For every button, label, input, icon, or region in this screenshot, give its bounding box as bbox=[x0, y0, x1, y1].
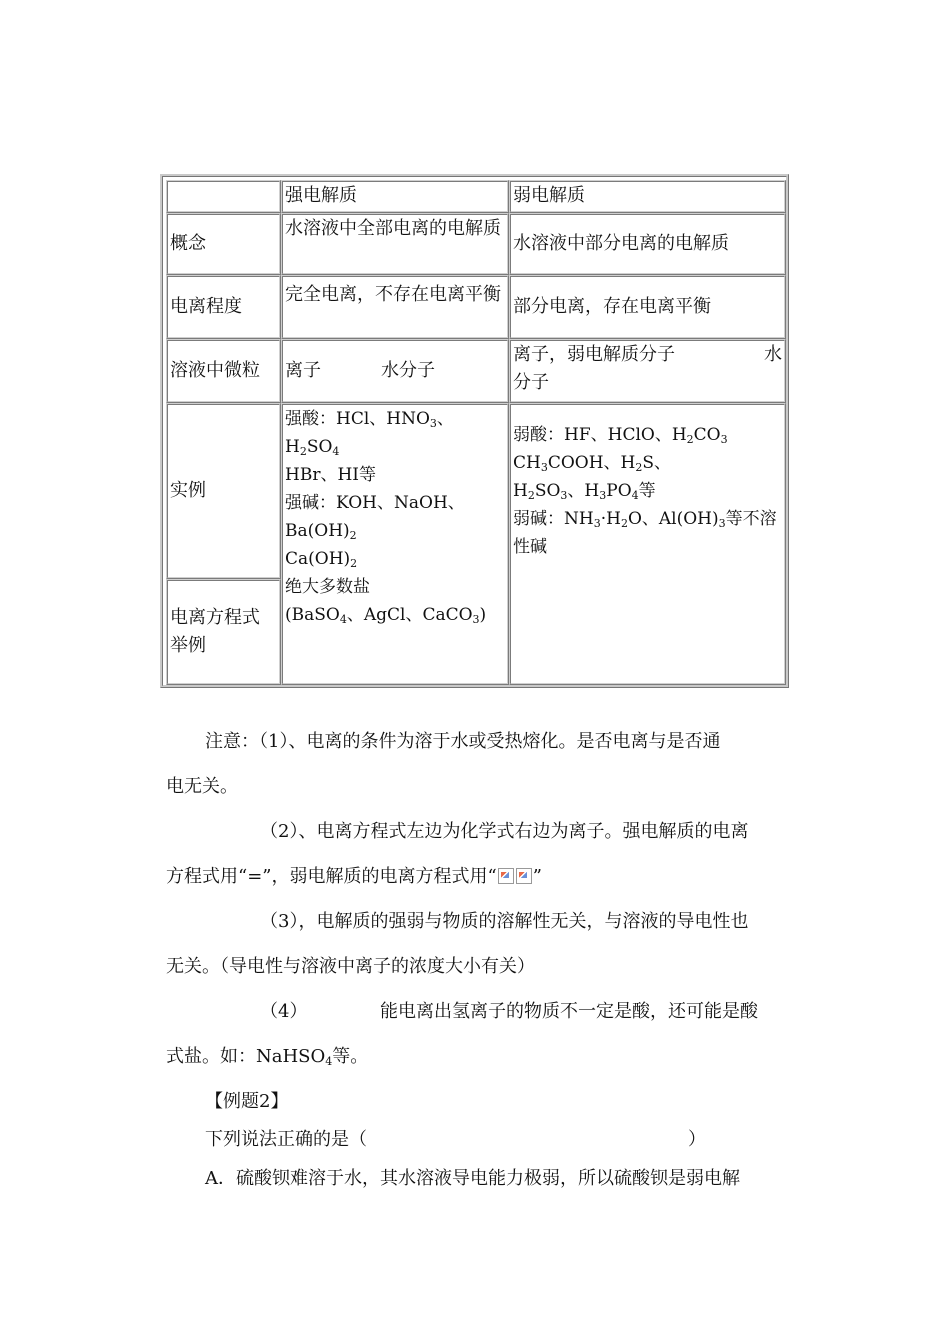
note-4-line-1: 能电离出氢离子的物质不一定是酸，还可能是酸 bbox=[380, 1001, 758, 1022]
placeholder-box-icon bbox=[516, 868, 532, 884]
row-label-examples: 实例 bbox=[166, 403, 281, 579]
note-3-line-1: （3），电解质的强弱与物质的溶解性无关，与溶液的导电性也 bbox=[260, 911, 749, 932]
note-4-line-2: 式盐。如：NaHSO$_4$等。 bbox=[166, 1046, 369, 1068]
header-weak-cell bbox=[509, 180, 786, 213]
header-empty-cell bbox=[166, 180, 281, 213]
comparison-table bbox=[160, 174, 789, 688]
row-label-degree: 电离程度 bbox=[166, 275, 281, 339]
note-1-line-2: 电无关。 bbox=[166, 776, 238, 797]
row-label-particles: 溶液中微粒 bbox=[166, 339, 281, 403]
particles-weak-cell: 离子，弱电解质分子 水 分子 bbox=[509, 339, 786, 403]
particles-strong-cell: 离子 水分子 bbox=[281, 339, 509, 403]
degree-weak-cell: 部分电离，存在电离平衡 bbox=[509, 275, 786, 339]
example-question-close: ） bbox=[688, 1129, 706, 1150]
header-weak-label: 弱电解质 bbox=[513, 185, 585, 206]
example-question: 下列说法正确的是（ bbox=[205, 1129, 367, 1150]
degree-strong-cell: 完全电离，不存在电离平衡 bbox=[281, 275, 509, 339]
row-label-equation: 电离方程式举例 bbox=[166, 579, 281, 685]
example-title: 【例题2】 bbox=[205, 1091, 289, 1112]
note-2-line-1: （2）、电离方程式左边为化学式右边为离子。强电解质的电离 bbox=[260, 821, 749, 842]
header-strong-cell bbox=[281, 180, 509, 213]
note-4-number: （4） bbox=[260, 1001, 308, 1022]
header-strong-label: 强电解质 bbox=[285, 185, 357, 206]
note-1-line-1: 注意：（1）、电离的条件为溶于水或受热熔化。是否电离与是否通 bbox=[205, 731, 721, 752]
examples-strong-cell: 强酸：HCl、$HNO_3$、$H_2SO_4$ HBr、HI等 强碱：KOH、NaOH、$Ba(OH)_2$ $Ca(OH)_2$ 绝大多数盐 (BaSO$_4$、AgCl、CaCO$_3$) bbox=[281, 403, 509, 685]
concept-strong-cell: 水溶液中全部电离的电解质 bbox=[281, 213, 509, 275]
examples-weak-cell: 弱酸：HF、HClO、$H_2CO_3$ $CH_3COOH$、$H_2S$、 $H_2SO_3$、$H_3PO_4$等 弱碱：$NH_3\cdot H_2O$、$Al(OH)_3$等不溶 性碱 bbox=[509, 403, 786, 685]
row-label-concept: 概念 bbox=[166, 213, 281, 275]
concept-weak-cell: 水溶液中部分电离的电解质 bbox=[509, 213, 786, 275]
example-option-a: A．硫酸钡难溶于水，其水溶液导电能力极弱，所以硫酸钡是弱电解 bbox=[205, 1168, 740, 1189]
note-3-line-2: 无关。（导电性与溶液中离子的浓度大小有关） bbox=[166, 956, 535, 977]
note-2-line-2: 方程式用“=”，弱电解质的电离方程式用“ ” bbox=[166, 866, 542, 887]
reversible-arrow-icon bbox=[498, 868, 514, 884]
